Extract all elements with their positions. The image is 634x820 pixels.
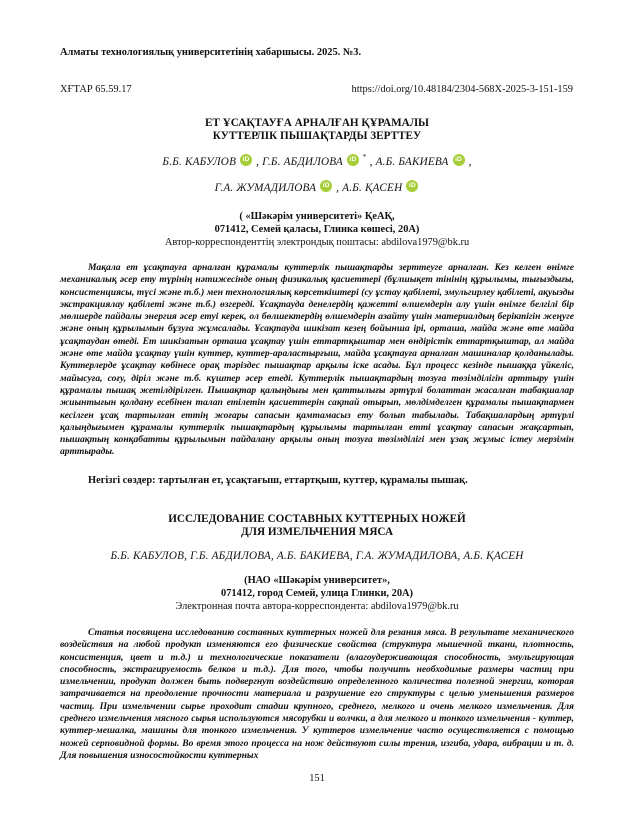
kz-title-line2: КУТТЕРЛІК ПЫШАҚТАРДЫ ЗЕРТТЕУ [212, 130, 422, 142]
author-separator: , [369, 156, 376, 168]
kz-affil-line1: ( «Шәкәрім университеті» ҚеАҚ, [239, 211, 395, 222]
kz-authors-line2 [60, 180, 574, 194]
kz-affil-line2: 071412, Семей қаласы, Глинка көшесі, 20А) [214, 224, 420, 235]
kz-email-line: Автор-корреспонденттің электрондық поштасы: abdilova1979@bk.ru [164, 237, 470, 248]
doi-link[interactable]: https://doi.org/10.48184/2304-568X-2025-3-151-159 [351, 84, 573, 95]
orcid-icon[interactable]: iD [240, 154, 252, 166]
orcid-icon[interactable]: iD [347, 154, 359, 166]
corresponding-mark: * [362, 153, 367, 161]
ru-title [60, 513, 574, 539]
ru-email-line: Электронная почта автора-корреспондента: abdilova1979@bk.ru [175, 601, 459, 612]
ru-affil-line1: (НАО «Шәкәрім университет», [244, 575, 390, 586]
ru-authors: Б.Б. КАБУЛОВ, Г.Б. АБДИЛОВА, А.Б. БАКИЕВА, Г.А. ЖУМАДИЛОВА, А.Б. ҚАСЕН [110, 550, 524, 562]
author-kabulov: Б.Б. КАБУЛОВ [162, 156, 237, 168]
orcid-icon[interactable]: iD [320, 180, 332, 192]
journal-header: Алматы технологиялық университетінің хабаршысы. 2025. №3. [60, 47, 362, 58]
page-number: 151 [309, 773, 325, 784]
author-separator: , [336, 182, 343, 194]
ru-affiliation [60, 574, 574, 613]
kz-keywords: Негізгі сөздер: тартылған ет, ұсақтағыш, еттартқыш, куттер, құрамалы пышақ. [88, 475, 468, 486]
author-kasen: А.Б. ҚАСЕН [342, 182, 403, 194]
ru-title-line2: ДЛЯ ИЗМЕЛЬЧЕНИЯ МЯСА [240, 526, 394, 538]
classification-code: ХҒТАР 65.59.17 [60, 84, 132, 95]
orcid-icon[interactable]: iD [406, 180, 418, 192]
meta-row [60, 84, 573, 95]
orcid-icon[interactable]: iD [453, 154, 465, 166]
kz-title [60, 117, 574, 143]
author-separator: , [468, 156, 472, 168]
kz-title-line1: ЕТ ҰСАҚТАУҒА АРНАЛҒАН ҚҰРАМАЛЫ [204, 117, 430, 129]
author-zhumadilova: Г.А. ЖУМАДИЛОВА [214, 182, 317, 194]
kz-affiliation [60, 210, 574, 249]
ru-title-line1: ИССЛЕДОВАНИЕ СОСТАВНЫХ КУТТЕРНЫХ НОЖЕЙ [168, 513, 466, 525]
kz-abstract: Мақала ет ұсақтауға арналған құрамалы куттерлік пышақтарды зерттеуге арналған. Кез келген өнімге механикалық әсер ету түрінің нәтижесінде оның физикалық қасиеттері (бұлшықет тінінің құрылымы, тығыздығы, консистенциясы, түсі және т.б.) мен технологиялық көрсеткіштері (су ұстау қабілеті, эмульгирлеу қабілеті, ақуызды экстракциялау қабілеті және т.б.) өзгереді. Ұсақтауда денелердің қажетті өлшемдерін алу үшін өнімге белгілі бір мөлшерде пайдалы энергия әсер етуі керек, ол бөлшектердің өлшемдерін азайту үшін материалдың беріктігін жеңуге және оның құрылымын бұзуға жұмсалады. Ұсақтауда шикізат кезең бойынша ірі, орташа, майда және өте майда ұсақтаудан өтеді. Ет шикізатын орташа ұсақтау үшін еттартқыштар мен өндірістік еттартқыштар, ал майда және өте майда ұсақтау үшін куттер, куттер-араластырғыш, майда ұсақтауға арналған машиналар қолданылады. Куттерлерде ұсақтау көбінесе орақ тәріздес пышақтар арқылы іске асады. Бұл процесс кезінде пышаққа үйкеліс, майысуға, соғу, діріл және т.б. күштер әсер етеді. Куттерлік пышақтардың тозуға төзімділігін арттыру үшін құрамалы пышақ жетілдірілген. Пышақтар қалыңдығы мен қаттылығы әртүрлі болаттан жасалған табақшалар жиынтығын қолдану есебінен талап етілетін қасиеттерін сақтай отырып, мөлдімделген құрамалы пышақтармен кесілген ұсақ тартылған еттің жоғары сапасын қамтамасыз ету болып табылады. Табақшалардың әртүрлі қалыңдығымен құрамалы куттерлік пышақтардың құрылымы тартылған етті ұсақтау сапасын жақсартып, пышақтың конқабатты құрылымын пайдалану арқылы оның тозуға төзімділігі мен ұзақ жұмыс істеу мерзімін арттырады. [60, 262, 574, 458]
ru-abstract: Статья посвящена исследованию составных куттерных ножей для резания мяса. В результате механического воздействия на любой продукт изменяются его физические свойства (структура мышечной ткани, плотность, консистенция, цвет и т.д.) и технологические показатели (влагоудерживающая способность, эмульгирующая способность, экстрагируемость белков и т.д.). Для того, чтобы получить необходимые размеры частиц при измельчении, продукт должен быть подвергнут воздействию определенного количества полезной энергии, которая затрачивается на преодоление прочности материала и разрушение его структуры с целью уменьшения размеров частиц. При измельчении сырье проходит стадии крупного, среднего, мелкого и очень мелкого измельчения. Для среднего измельчения мясного сырья используются мясорубки и волчки, а для мелкого и тонкого измельчения - куттер, куттер-мешалка, машины для тонкого измельчения. У куттеров измельчение часто осуществляется с помощью ножей серповидной формы. Во время этого процесса на нож действуют силы трения, изгиба, удара, вибрации и т. д. Для повышения износостойкости куттерных [60, 627, 574, 761]
author-bakieva: А.Б. БАКИЕВА [375, 156, 449, 168]
author-separator: , [256, 156, 263, 168]
ru-affil-line2: 071412, город Семей, улица Глинки, 20А) [221, 588, 413, 599]
kz-authors-line1 [60, 153, 574, 168]
author-abdilova: Г.Б. АБДИЛОВА [262, 156, 343, 168]
